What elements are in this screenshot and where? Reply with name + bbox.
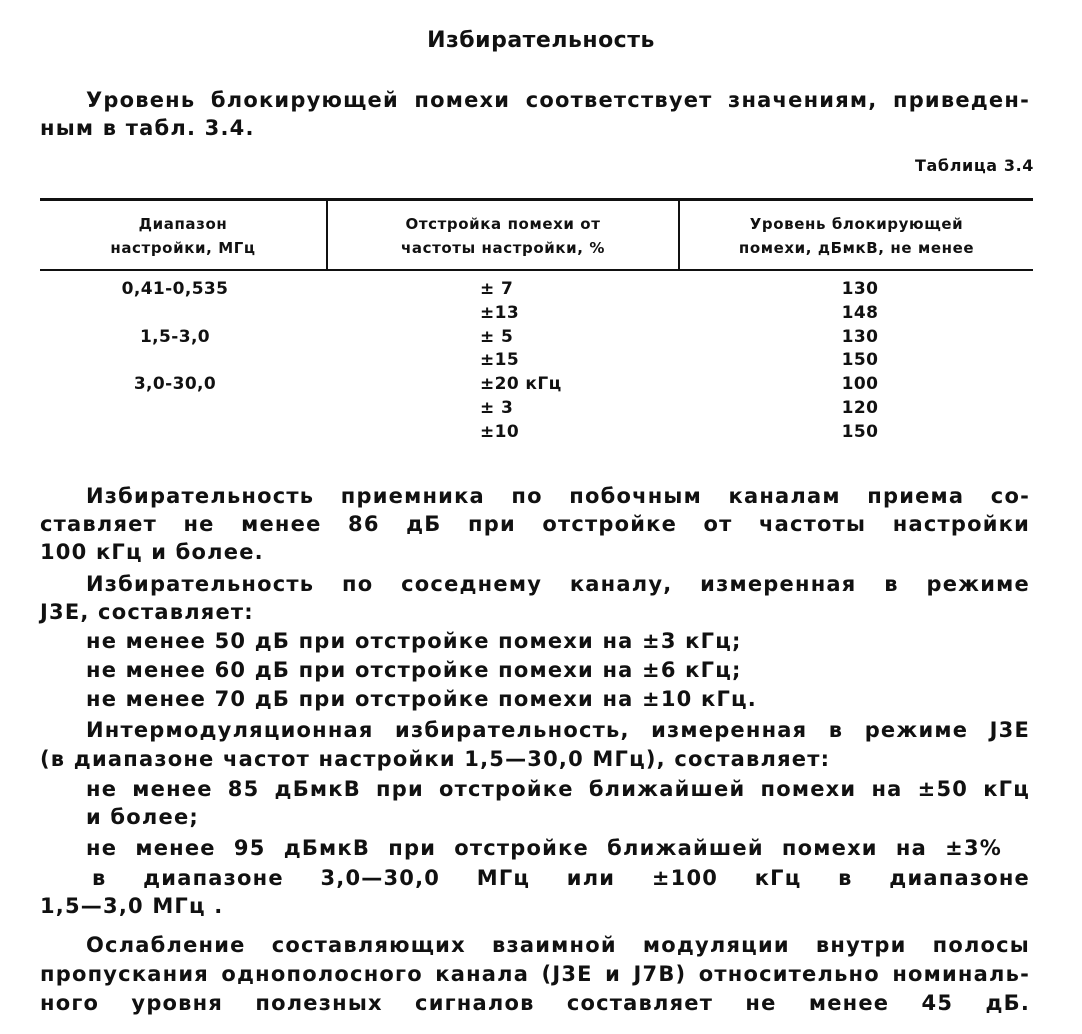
intro-line-2: ным в табл. 3.4. [40,116,255,140]
p1-line-1: Избирательность приемника по побочным каналам приема со- [86,484,1030,508]
level-cell: 130 [841,279,879,299]
p2-item: не менее 70 дБ при отстройке помехи на ±10 кГц. [86,687,757,711]
level-cell: 150 [841,350,879,371]
header-level [680,212,1033,260]
header-range-line-1: Диапазон [138,215,228,233]
p3-line-2: (в диапазоне частот настройки 1,5—30,0 МГц), составляет: [40,747,831,771]
range-cell [120,302,230,326]
range-cell: 0,41-0,535 [121,279,229,299]
detuning-cell: ± 7 [480,279,514,299]
p3-line-1: Интермодуляционная избирательность, измеренная в режиме J3E [86,718,1030,742]
table-top-rule [40,198,1033,201]
range-cell [120,349,230,373]
p4-line-1: Ослабление составляющих взаимной модуляции внутри полосы [86,933,1030,957]
range-cell [120,397,230,421]
header-detuning-line-2: частоты настройки, % [400,239,606,257]
detuning-column [480,278,620,445]
p3-item: не менее 95 дБмкВ при отстройке ближайшей помехи на ±3% [86,836,1002,860]
p1-line-2: ставляет не менее 86 дБ при отстройке от частоты настройки [40,512,1030,536]
header-level-line-1: Уровень блокирующей [749,215,964,233]
level-cell: 100 [841,374,879,395]
p3-item: в диапазоне 3,0—30,0 МГц или ±100 кГц в диапазоне [92,866,1030,890]
header-range [40,212,326,260]
range-cell: 3,0-30,0 [133,374,217,395]
level-cell: 130 [841,326,879,347]
p4-line-3: ного уровня полезных сигналов составляет не менее 45 дБ. [40,991,1030,1015]
header-detuning-line-1: Отстройка помехи от [405,215,601,233]
header-range-line-2: настройки, МГц [110,239,256,257]
intro-line-1: Уровень блокирующей помехи соответствует значениям, приведен- [86,88,1030,112]
p3-item-end: 1,5—3,0 МГц . [40,894,224,918]
level-column [830,278,890,445]
level-cell: 148 [841,302,879,323]
detuning-cell: ±13 [480,302,520,323]
detuning-cell: ± 5 [480,326,514,347]
detuning-cell: ±15 [480,350,520,371]
level-cell: 150 [841,421,879,442]
range-cell: 1,5-3,0 [139,326,211,347]
range-cell [120,421,230,445]
p1-line-3: 100 кГц и более. [40,540,264,564]
detuning-cell: ±10 [480,421,520,442]
detuning-cell: ±20 кГц [480,374,562,395]
level-cell: 120 [841,397,879,418]
p2-line-2: J3E, составляет: [40,600,254,624]
p3-item: и более; [86,805,199,829]
p2-item: не менее 50 дБ при отстройке помехи на ±3 кГц; [86,629,742,653]
table-header-rule [40,269,1033,271]
section-heading: Избирательность [427,28,655,53]
p3-item: не менее 85 дБмкВ при отстройке ближайшей помехи на ±50 кГц [86,777,1030,801]
p2-item: не менее 60 дБ при отстройке помехи на ±6 кГц; [86,658,742,682]
table-caption: Таблица 3.4 [915,156,1034,175]
header-detuning [328,212,678,260]
p4-line-2: пропускания однополосного канала (J3E и J7B) относительно номиналь- [40,962,1030,986]
detuning-cell: ± 3 [480,397,514,418]
p2-line-1: Избирательность по соседнему каналу, измеренная в режиме [86,572,1030,596]
header-level-line-2: помехи, дБмкВ, не менее [738,239,975,257]
range-column [120,278,230,445]
